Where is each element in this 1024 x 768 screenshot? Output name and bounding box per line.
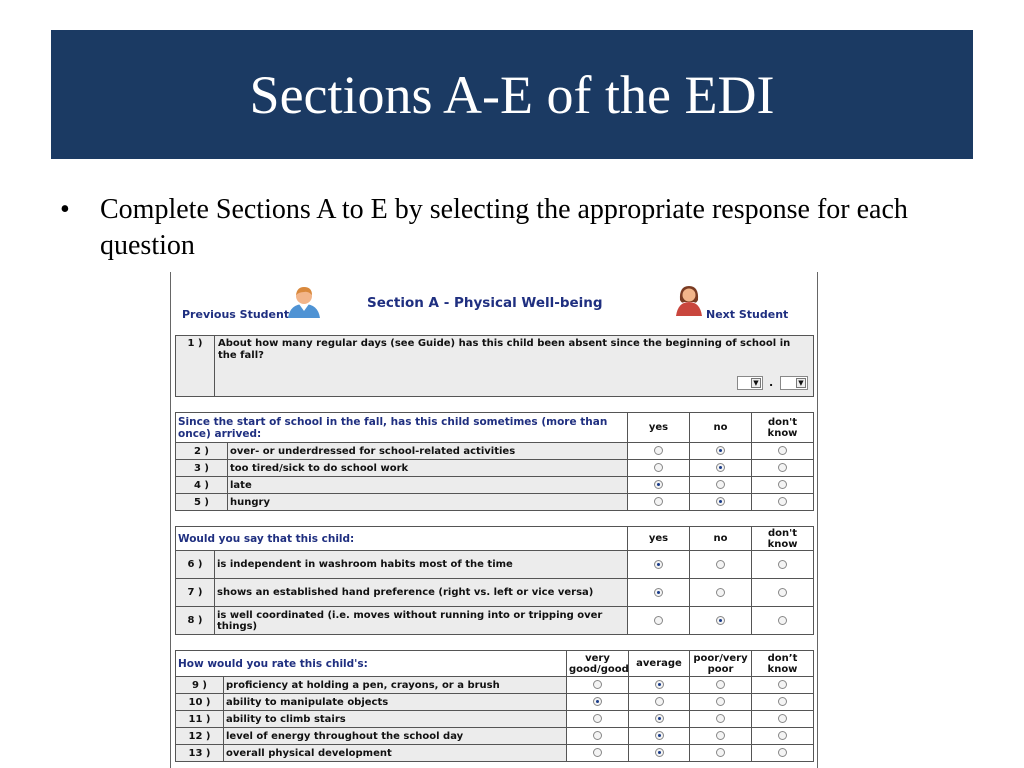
- question-number: 9 ): [176, 677, 224, 694]
- question-number: 2 ): [176, 443, 228, 460]
- radio-cell: [690, 728, 752, 745]
- question-number: 10 ): [176, 694, 224, 711]
- radio-cell: [690, 677, 752, 694]
- answer-radio[interactable]: [716, 714, 725, 723]
- section-title: Section A - Physical Well-being: [367, 295, 603, 311]
- radio-cell: [629, 711, 690, 728]
- answer-radio[interactable]: [654, 497, 663, 506]
- radio-cell: [752, 607, 814, 635]
- radio-cell: [629, 745, 690, 762]
- question-row: [176, 711, 814, 728]
- question-text: ability to manipulate objects: [224, 694, 567, 711]
- radio-cell: [752, 745, 814, 762]
- question-text: over- or underdressed for school-related activities: [228, 443, 628, 460]
- answer-radio[interactable]: [716, 463, 725, 472]
- radio-cell: [567, 745, 629, 762]
- question-number: 8 ): [176, 607, 215, 635]
- answer-radio[interactable]: [716, 680, 725, 689]
- radio-cell: [690, 477, 752, 494]
- question-row: [176, 728, 814, 745]
- radio-cell: [752, 551, 814, 579]
- radio-cell: [629, 728, 690, 745]
- question-number: 4 ): [176, 477, 228, 494]
- question-number: 12 ): [176, 728, 224, 745]
- question-row: [176, 460, 814, 477]
- radio-cell: [567, 694, 629, 711]
- option-header-no: no: [690, 413, 752, 443]
- radio-cell: [752, 694, 814, 711]
- radio-cell: [628, 579, 690, 607]
- answer-radio[interactable]: [778, 480, 787, 489]
- answer-radio[interactable]: [716, 697, 725, 706]
- answer-radio[interactable]: [778, 588, 787, 597]
- bullet-text: Complete Sections A to E by selecting the appropriate response for each question: [100, 194, 908, 261]
- radio-cell: [567, 728, 629, 745]
- question-number: 11 ): [176, 711, 224, 728]
- radio-cell: [752, 711, 814, 728]
- answer-radio[interactable]: [778, 748, 787, 757]
- radio-cell: [629, 694, 690, 711]
- slide-title-bar: [51, 30, 973, 159]
- answer-radio[interactable]: [655, 731, 664, 740]
- question-row: [176, 551, 814, 579]
- radio-cell: [567, 711, 629, 728]
- answer-radio[interactable]: [654, 588, 663, 597]
- question-row: [176, 677, 814, 694]
- radio-cell: [690, 607, 752, 635]
- answer-radio[interactable]: [716, 588, 725, 597]
- question-text: About how many regular days (see Guide) has this child been absent since the beginning of school in the fall?: [218, 338, 791, 361]
- group-header: Would you say that this child:: [176, 527, 628, 551]
- option-header-poor: poor/very poor: [690, 651, 752, 677]
- answer-radio[interactable]: [593, 697, 602, 706]
- table-header-row: [176, 527, 814, 551]
- boy-avatar-icon[interactable]: [285, 284, 323, 318]
- option-header-dont-know: don’t know: [752, 651, 814, 677]
- answer-radio[interactable]: [654, 463, 663, 472]
- answer-radio[interactable]: [778, 731, 787, 740]
- question-1-row: [175, 335, 814, 397]
- girl-avatar-icon[interactable]: [674, 284, 704, 316]
- answer-radio[interactable]: [593, 748, 602, 757]
- radio-cell: [629, 677, 690, 694]
- answer-radio[interactable]: [716, 560, 725, 569]
- question-row: [176, 745, 814, 762]
- arrival-questions-table: [175, 412, 814, 511]
- absent-days-decimal-select[interactable]: [780, 376, 808, 390]
- option-header-very-good: very good/good: [567, 651, 629, 677]
- decimal-separator: .: [769, 376, 774, 389]
- question-text: ability to climb stairs: [224, 711, 567, 728]
- question-text: shows an established hand preference (right vs. left or vice versa): [215, 579, 628, 607]
- question-number: 7 ): [176, 579, 215, 607]
- absent-days-tens-select[interactable]: [737, 376, 763, 390]
- answer-radio[interactable]: [716, 748, 725, 757]
- option-header-average: average: [629, 651, 690, 677]
- question-number: 13 ): [176, 745, 224, 762]
- answer-radio[interactable]: [716, 731, 725, 740]
- slide-title: Sections A-E of the EDI: [249, 65, 775, 125]
- question-number: 6 ): [176, 551, 215, 579]
- answer-radio[interactable]: [655, 748, 664, 757]
- answer-radio[interactable]: [778, 497, 787, 506]
- question-rows: [176, 677, 814, 762]
- answer-radio[interactable]: [654, 446, 663, 455]
- question-text: overall physical development: [224, 745, 567, 762]
- answer-radio[interactable]: [778, 714, 787, 723]
- question-rows: [176, 551, 814, 635]
- radio-cell: [690, 579, 752, 607]
- question-number: 1 ): [176, 336, 215, 396]
- answer-radio[interactable]: [593, 680, 602, 689]
- answer-radio[interactable]: [716, 616, 725, 625]
- radio-cell: [752, 443, 814, 460]
- table-header-row: [176, 651, 814, 677]
- question-text: is well coordinated (i.e. moves without running into or tripping over things): [215, 607, 628, 635]
- answer-radio[interactable]: [655, 714, 664, 723]
- answer-radio[interactable]: [778, 616, 787, 625]
- radio-cell: [628, 477, 690, 494]
- option-header-yes: yes: [628, 527, 690, 551]
- question-text: late: [228, 477, 628, 494]
- question-number: 5 ): [176, 494, 228, 511]
- answer-radio[interactable]: [778, 560, 787, 569]
- radio-cell: [752, 460, 814, 477]
- question-number: 3 ): [176, 460, 228, 477]
- answer-radio[interactable]: [716, 480, 725, 489]
- radio-cell: [628, 607, 690, 635]
- question-row: [176, 694, 814, 711]
- answer-radio[interactable]: [654, 560, 663, 569]
- question-text: proficiency at holding a pen, crayons, or a brush: [224, 677, 567, 694]
- bullet-icon: •: [60, 194, 70, 225]
- answer-radio[interactable]: [655, 680, 664, 689]
- question-row: [176, 494, 814, 511]
- radio-cell: [752, 579, 814, 607]
- question-row: [176, 579, 814, 607]
- answer-radio[interactable]: [654, 616, 663, 625]
- question-text: level of energy throughout the school day: [224, 728, 567, 745]
- question-row: [176, 477, 814, 494]
- radio-cell: [628, 443, 690, 460]
- edi-form-panel: [170, 272, 818, 768]
- question-row: [176, 443, 814, 460]
- question-text: is independent in washroom habits most of the time: [215, 551, 628, 579]
- radio-cell: [628, 494, 690, 511]
- radio-cell: [752, 728, 814, 745]
- child-skills-table: [175, 526, 814, 635]
- answer-radio[interactable]: [716, 497, 725, 506]
- answer-radio[interactable]: [778, 680, 787, 689]
- answer-radio[interactable]: [778, 463, 787, 472]
- answer-radio[interactable]: [716, 446, 725, 455]
- radio-cell: [690, 551, 752, 579]
- answer-radio[interactable]: [593, 731, 602, 740]
- question-rows: [176, 443, 814, 511]
- table-header-row: [176, 413, 814, 443]
- student-nav: [171, 272, 817, 328]
- radio-cell: [628, 460, 690, 477]
- answer-radio[interactable]: [778, 697, 787, 706]
- option-header-no: no: [690, 527, 752, 551]
- radio-cell: [690, 494, 752, 511]
- chevron-down-icon: ▼: [796, 378, 806, 388]
- radio-cell: [752, 677, 814, 694]
- question-text: too tired/sick to do school work: [228, 460, 628, 477]
- answer-radio[interactable]: [655, 697, 664, 706]
- radio-cell: [628, 551, 690, 579]
- option-header-yes: yes: [628, 413, 690, 443]
- answer-radio[interactable]: [778, 446, 787, 455]
- radio-cell: [567, 677, 629, 694]
- radio-cell: [752, 494, 814, 511]
- previous-student-link[interactable]: Previous Student: [182, 308, 290, 321]
- next-student-link[interactable]: Next Student: [706, 308, 789, 321]
- question-row: [176, 607, 814, 635]
- group-header: Since the start of school in the fall, has this child sometimes (more than once) arrived:: [176, 413, 628, 443]
- group-header: How would you rate this child's:: [176, 651, 567, 677]
- answer-radio[interactable]: [593, 714, 602, 723]
- radio-cell: [690, 694, 752, 711]
- question-text: hungry: [228, 494, 628, 511]
- radio-cell: [690, 711, 752, 728]
- radio-cell: [690, 443, 752, 460]
- option-header-dont-know: don't know: [752, 413, 814, 443]
- rating-questions-table: [175, 650, 814, 762]
- radio-cell: [690, 460, 752, 477]
- radio-cell: [690, 745, 752, 762]
- option-header-dont-know: don't know: [752, 527, 814, 551]
- chevron-down-icon: ▼: [751, 378, 761, 388]
- answer-radio[interactable]: [654, 480, 663, 489]
- radio-cell: [752, 477, 814, 494]
